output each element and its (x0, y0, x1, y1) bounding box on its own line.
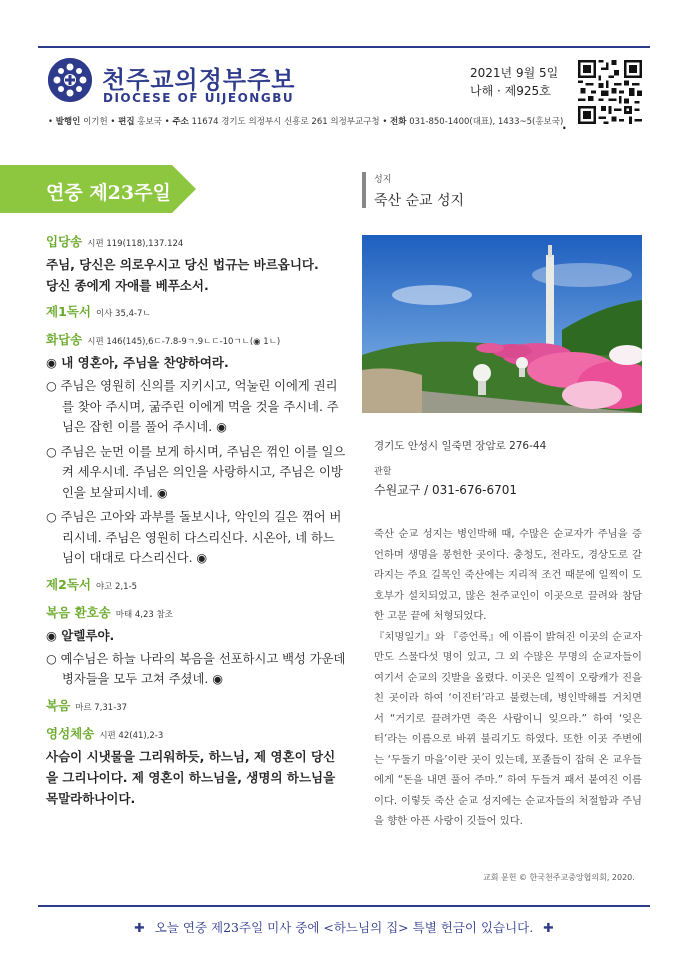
section-ref: 시편 146(145),6ㄷ-7.8-9ㄱ.9ㄴㄷ-10ㄱㄴ(◉ 1ㄴ) (87, 337, 281, 347)
section-title: 복음 (46, 697, 71, 713)
liturgy-column (46, 232, 346, 815)
communion-antiphon (46, 724, 346, 809)
sunday-title: 연중 제23주일 (46, 182, 171, 204)
shrine-title: 죽산 순교 성지 (374, 193, 465, 209)
acclamation-verse: ○ 예수님은 하늘 나라의 복음을 선포하시고 백성 가운데 병자들을 모두 고쳐 주셨네. ◉ (46, 651, 346, 686)
shrine-photo (362, 235, 642, 413)
antiphon-line: 사슴이 시냇물을 그리워하듯, 하느님, 제 영혼이 당신을 그리나이다. 제 영혼이 하느님을, 생명의 하느님을 목말라하나이다. (46, 748, 336, 806)
source-credit: 교회 문헌 © 한국천주교중앙협의회, 2020. (483, 873, 635, 882)
gospel (46, 696, 346, 718)
section-title: 제2독서 (46, 576, 91, 592)
contact-label: 관할 (374, 467, 392, 477)
cross-icon: ✚ (134, 920, 145, 935)
psalm-verse: ○ 주님은 영원히 신의를 지키시고, 억눌린 이에게 권리를 찾아 주시며, 굶주린 이에게 먹을 것을 주시네. 주님은 잡힌 이를 풀어 주시네. ◉ (46, 379, 339, 434)
phone-label: 전화 (390, 117, 407, 127)
section-ref: 시편 119(118),137.124 (87, 239, 184, 249)
top-rule (38, 46, 650, 48)
section-title: 복음 환호송 (46, 604, 111, 620)
address: 11674 경기도 의정부시 신흥로 261 의정부교구청 (191, 117, 380, 127)
cross-icon: ✚ (543, 920, 554, 935)
shrine-description (374, 524, 642, 832)
editor: 홍보국 (137, 117, 162, 127)
gospel-acclamation (46, 603, 346, 690)
section-title: 영성체송 (46, 725, 95, 741)
section-title: 입당송 (46, 234, 83, 249)
responsorial-psalm (46, 330, 346, 569)
section-ref: 마태 4,23 참조 (115, 609, 173, 620)
description-paragraph: 죽산 순교 성지는 병인박해 때, 수많은 순교자가 주님을 증언하며 생명을 봉헌한 곳이다. 충청도, 전라도, 경상도로 갈라지는 주요 길목인 죽산에는 지리적 조건 때문에 일찍이 도호부가 설치되었고, 많은 천주교인이 이곳으로 끌려와 참담한 고문 끝에 처형되었다. (374, 528, 642, 622)
sidebar-accent-bar (362, 172, 366, 208)
publisher: 이기헌 (83, 117, 108, 127)
acclamation-response: ◉ 알렐루야. (46, 627, 115, 643)
bottom-rule (38, 905, 650, 907)
section-ref: 이사 35,4-7ㄴ (95, 309, 151, 319)
section-title: 제1독서 (46, 304, 91, 319)
description-paragraph: 『치명일기』와 『증언록』에 이름이 밝혀진 이곳의 순교자만도 스물다섯 명이 있고, 그 외 수많은 무명의 순교자들이 여기서 순교의 깃발을 올렸다. 이곳은 일찍이 오랑캐가 진을 친 곳이라 하여 ‘이진터’라고 불렸는데, 병인박해를 거치면서 “거기로 끌려가면 죽은 사람이니 잊으라.” 하여 ‘잊은터’라는 이름으로 바뀌 불리기도 하였다. 또한 이곳 주변에는 ‘두둘기 마을’이란 곳이 있는데, 포졸들이 잡혀 온 교우들에게 “돈을 내면 풀어 주마.” 하여 두들겨 패서 붙여진 이름이다. 이렇듯 죽산 순교 성지에는 순교자들의 처절함과 주님을 향한 아픈 사랑이 깃들어 있다. (374, 630, 642, 827)
editor-label: 편집 (118, 117, 135, 127)
diocese-logo-icon (48, 58, 92, 102)
publication-info: • 발행인 이기헌 • 편집 홍보국 • 주소 11674 경기도 의정부시 신흥로 261 의정부교구청 • 전화 031-850-1400(대표), 1433~5(홍보국) (48, 117, 564, 127)
first-reading (46, 302, 346, 324)
shrine-address: 경기도 안성시 일죽면 장암로 276-44 (374, 440, 547, 452)
section-ref: 마르 7,31-37 (75, 702, 128, 713)
issue-date: 2021년 9월 5일 (470, 66, 559, 80)
qr-code-icon[interactable] (578, 60, 642, 124)
section-ref: 야고 2,1-5 (95, 581, 138, 592)
divider-dot: . (562, 118, 567, 132)
phone: 031-850-1400(대표), 1433~5(홍보국) (409, 117, 564, 127)
issue-info (470, 64, 558, 100)
entrance-antiphon (46, 232, 346, 296)
second-reading (46, 575, 346, 597)
antiphon-line: 주님, 당신은 의로우시고 당신 법규는 바르옵니다. (46, 257, 319, 272)
psalm-verse: ○ 주님은 눈먼 이를 보게 하시며, 주님은 꺾인 이를 일으켜 세우시네. 주님은 의인을 사랑하시고, 주님은 이방인을 보살피시네. ◉ (46, 444, 346, 500)
brand-title: 천주교의정부주보 (102, 66, 296, 94)
footer-notice (0, 918, 688, 936)
section-title: 화답송 (46, 332, 83, 347)
sidebar-label: 성지 (374, 175, 392, 185)
psalm-verse: ○ 주님은 고아와 과부를 돌보시나, 악인의 길은 꺾어 버리시네. 주님은 영원히 다스리신다. 시온아, 네 하느님이 대대로 다스리신다. ◉ (46, 510, 342, 565)
antiphon-line: 당신 종에게 자애를 베푸소서. (46, 278, 209, 293)
psalm-response: ◉ 내 영혼아, 주님을 찬양하여라. (46, 355, 229, 370)
issue-number: 나해 · 제925호 (470, 84, 551, 98)
brand-subtitle: DIOCESE OF UIJEONGBU (103, 91, 295, 105)
address-label: 주소 (172, 117, 189, 127)
publisher-label: 발행인 (55, 117, 81, 127)
shrine-contact: 수원교구 / 031-676-6701 (374, 483, 518, 497)
section-ref: 시편 42(41),2-3 (99, 730, 164, 741)
notice-text: 오늘 연중 제23주일 미사 중에 <하느님의 집> 특별 헌금이 있습니다. (154, 920, 534, 935)
